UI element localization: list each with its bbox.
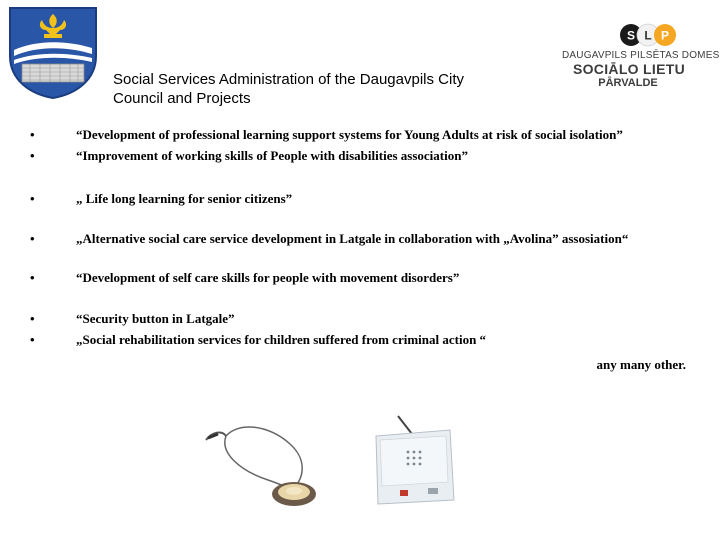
- project-text: “Security button in Latgale”: [76, 311, 235, 326]
- logo-text-line2: SOCIĀLO LIETU: [572, 61, 685, 77]
- project-text: „Social rehabilitation services for children suffered from criminal action “: [76, 332, 487, 347]
- bullet-icon: •: [30, 191, 35, 206]
- bullet-icon: •: [30, 148, 35, 163]
- slp-letter-p: P: [660, 28, 670, 43]
- project-text: „ Life long learning for senior citizens”: [76, 191, 293, 206]
- page-title-line2: Council and Projects: [113, 90, 251, 107]
- footer-note: any many other.: [596, 357, 686, 372]
- alarm-base-unit-icon: [368, 412, 460, 508]
- project-text: “Development of professional learning support systems for Young Adults at risk of social isolation”: [76, 127, 623, 142]
- project-text: “Improvement of working skills of People with disabilities association”: [76, 148, 468, 163]
- project-text: „Alternative social care service development in Latgale in collaboration with „Avolina” assosiation“: [76, 231, 629, 246]
- slp-logo: [562, 20, 720, 100]
- bullet-icon: •: [30, 270, 35, 285]
- project-text: “Development of self care skills for people with movement disorders”: [76, 270, 460, 285]
- logo-text-line1: DAUGAVPILS PILSĒTAS DOMES: [562, 50, 720, 61]
- slp-circles: [620, 20, 676, 50]
- page-title: [113, 70, 553, 108]
- coat-of-arms-icon: [6, 4, 100, 100]
- slp-letter-l: L: [644, 28, 652, 43]
- page-title-line1: Social Services Administration of the Daugavpils City: [113, 71, 464, 88]
- bullet-icon: •: [30, 231, 35, 246]
- bullet-icon: •: [30, 332, 35, 347]
- slp-letter-s: S: [626, 28, 636, 43]
- bullet-icon: •: [30, 311, 35, 326]
- alarm-pendant-icon: [198, 412, 328, 510]
- logo-text-line3: PĀRVALDE: [598, 77, 658, 89]
- bullet-icon: •: [30, 127, 35, 142]
